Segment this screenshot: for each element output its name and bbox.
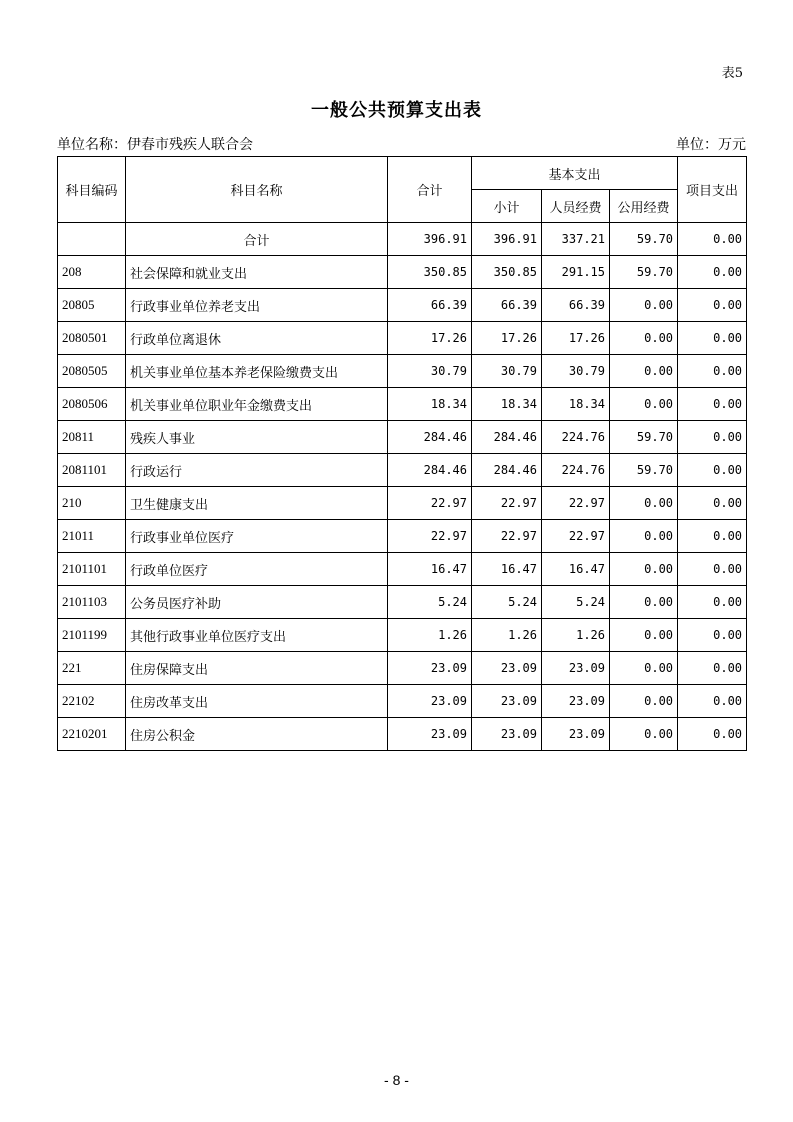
cell-personnel: 23.09	[542, 685, 610, 718]
cell-personnel: 66.39	[542, 289, 610, 322]
table-row	[58, 718, 747, 751]
cell-code: 208	[58, 256, 126, 289]
cell-public: 0.00	[610, 520, 678, 553]
cell-total: 16.47	[388, 553, 472, 586]
cell-name: 卫生健康支出	[126, 487, 388, 520]
cell-code: 2101103	[58, 586, 126, 619]
header-total: 合计	[388, 157, 472, 223]
cell-project: 0.00	[678, 388, 747, 421]
table-row	[58, 619, 747, 652]
cell-subtotal: 350.85	[472, 256, 542, 289]
cell-code: 21011	[58, 520, 126, 553]
cell-total: 284.46	[388, 421, 472, 454]
cell-public: 59.70	[610, 454, 678, 487]
cell-personnel: 22.97	[542, 520, 610, 553]
cell-code: 2080505	[58, 355, 126, 388]
cell-project: 0.00	[678, 487, 747, 520]
cell-total: 22.97	[388, 487, 472, 520]
cell-personnel: 291.15	[542, 256, 610, 289]
cell-public: 0.00	[610, 619, 678, 652]
cell-personnel: 18.34	[542, 388, 610, 421]
cell-subtotal: 16.47	[472, 553, 542, 586]
cell-personnel: 224.76	[542, 454, 610, 487]
cell-subtotal: 22.97	[472, 520, 542, 553]
cell-name: 机关事业单位职业年金缴费支出	[126, 388, 388, 421]
header-project: 项目支出	[678, 157, 747, 223]
cell-name: 行政单位医疗	[126, 553, 388, 586]
header-personnel: 人员经费	[542, 190, 610, 223]
cell-public: 0.00	[610, 322, 678, 355]
cell-project: 0.00	[678, 289, 747, 322]
cell-name: 行政单位离退休	[126, 322, 388, 355]
table-row	[58, 322, 747, 355]
table-body	[58, 223, 747, 751]
cell-public: 0.00	[610, 553, 678, 586]
table-row	[58, 487, 747, 520]
cell-public: 59.70	[610, 421, 678, 454]
cell-public: 59.70	[610, 256, 678, 289]
table-row	[58, 421, 747, 454]
cell-personnel: 5.24	[542, 586, 610, 619]
cell-subtotal: 22.97	[472, 487, 542, 520]
cell-code: 22102	[58, 685, 126, 718]
cell-total: 66.39	[388, 289, 472, 322]
cell-subtotal: 23.09	[472, 685, 542, 718]
cell-code: 2101101	[58, 553, 126, 586]
cell-subtotal: 396.91	[472, 223, 542, 256]
table-row	[58, 454, 747, 487]
cell-personnel: 224.76	[542, 421, 610, 454]
cell-code	[58, 223, 126, 256]
cell-project: 0.00	[678, 553, 747, 586]
table-number: 表5	[721, 66, 743, 81]
cell-code: 2101199	[58, 619, 126, 652]
cell-project: 0.00	[678, 355, 747, 388]
cell-total: 30.79	[388, 355, 472, 388]
cell-subtotal: 5.24	[472, 586, 542, 619]
table-row	[58, 355, 747, 388]
cell-public: 59.70	[610, 223, 678, 256]
cell-personnel: 16.47	[542, 553, 610, 586]
cell-project: 0.00	[678, 322, 747, 355]
cell-public: 0.00	[610, 652, 678, 685]
header-subtotal: 小计	[472, 190, 542, 223]
cell-public: 0.00	[610, 586, 678, 619]
cell-code: 20811	[58, 421, 126, 454]
cell-total: 350.85	[388, 256, 472, 289]
cell-total: 1.26	[388, 619, 472, 652]
cell-public: 0.00	[610, 718, 678, 751]
budget-table	[57, 156, 747, 751]
cell-public: 0.00	[610, 289, 678, 322]
cell-subtotal: 284.46	[472, 454, 542, 487]
cell-total: 17.26	[388, 322, 472, 355]
cell-personnel: 17.26	[542, 322, 610, 355]
cell-project: 0.00	[678, 685, 747, 718]
cell-personnel: 22.97	[542, 487, 610, 520]
cell-project: 0.00	[678, 223, 747, 256]
cell-total: 5.24	[388, 586, 472, 619]
cell-name: 住房公积金	[126, 718, 388, 751]
cell-name: 住房改革支出	[126, 685, 388, 718]
unit-label: 单位：万元	[676, 137, 746, 153]
page-title: 一般公共预算支出表	[311, 100, 482, 121]
cell-project: 0.00	[678, 586, 747, 619]
cell-project: 0.00	[678, 520, 747, 553]
header-basic: 基本支出	[472, 157, 678, 190]
cell-code: 210	[58, 487, 126, 520]
table-row	[58, 652, 747, 685]
cell-name: 公务员医疗补助	[126, 586, 388, 619]
cell-personnel: 23.09	[542, 718, 610, 751]
cell-code: 221	[58, 652, 126, 685]
cell-public: 0.00	[610, 685, 678, 718]
cell-public: 0.00	[610, 355, 678, 388]
cell-personnel: 337.21	[542, 223, 610, 256]
unit-name: 单位名称：伊春市残疾人联合会	[57, 137, 253, 153]
cell-subtotal: 23.09	[472, 718, 542, 751]
cell-subtotal: 284.46	[472, 421, 542, 454]
cell-project: 0.00	[678, 718, 747, 751]
cell-total: 18.34	[388, 388, 472, 421]
cell-code: 2081101	[58, 454, 126, 487]
cell-name: 机关事业单位基本养老保险缴费支出	[126, 355, 388, 388]
cell-public: 0.00	[610, 487, 678, 520]
cell-public: 0.00	[610, 388, 678, 421]
cell-code: 2210201	[58, 718, 126, 751]
table-row	[58, 388, 747, 421]
cell-name: 其他行政事业单位医疗支出	[126, 619, 388, 652]
cell-name: 社会保障和就业支出	[126, 256, 388, 289]
cell-subtotal: 23.09	[472, 652, 542, 685]
cell-name: 合计	[126, 223, 388, 256]
cell-project: 0.00	[678, 421, 747, 454]
header-code: 科目编码	[58, 157, 126, 223]
table-row	[58, 289, 747, 322]
table-row	[58, 553, 747, 586]
cell-total: 22.97	[388, 520, 472, 553]
total-row	[58, 223, 747, 256]
cell-subtotal: 18.34	[472, 388, 542, 421]
cell-personnel: 23.09	[542, 652, 610, 685]
cell-total: 23.09	[388, 652, 472, 685]
cell-total: 23.09	[388, 718, 472, 751]
cell-subtotal: 30.79	[472, 355, 542, 388]
cell-project: 0.00	[678, 256, 747, 289]
header-public: 公用经费	[610, 190, 678, 223]
cell-project: 0.00	[678, 619, 747, 652]
cell-code: 20805	[58, 289, 126, 322]
table-row	[58, 685, 747, 718]
cell-subtotal: 1.26	[472, 619, 542, 652]
table-row	[58, 586, 747, 619]
cell-personnel: 1.26	[542, 619, 610, 652]
cell-personnel: 30.79	[542, 355, 610, 388]
cell-total: 23.09	[388, 685, 472, 718]
cell-name: 住房保障支出	[126, 652, 388, 685]
cell-project: 0.00	[678, 652, 747, 685]
cell-subtotal: 17.26	[472, 322, 542, 355]
cell-name: 行政运行	[126, 454, 388, 487]
table-row	[58, 256, 747, 289]
cell-code: 2080501	[58, 322, 126, 355]
cell-total: 284.46	[388, 454, 472, 487]
page-number: - 8 -	[384, 1072, 409, 1088]
cell-total: 396.91	[388, 223, 472, 256]
cell-project: 0.00	[678, 454, 747, 487]
cell-subtotal: 66.39	[472, 289, 542, 322]
cell-name: 残疾人事业	[126, 421, 388, 454]
meta-row	[57, 134, 746, 154]
header-name: 科目名称	[126, 157, 388, 223]
cell-name: 行政事业单位医疗	[126, 520, 388, 553]
cell-code: 2080506	[58, 388, 126, 421]
cell-name: 行政事业单位养老支出	[126, 289, 388, 322]
table-row	[58, 520, 747, 553]
